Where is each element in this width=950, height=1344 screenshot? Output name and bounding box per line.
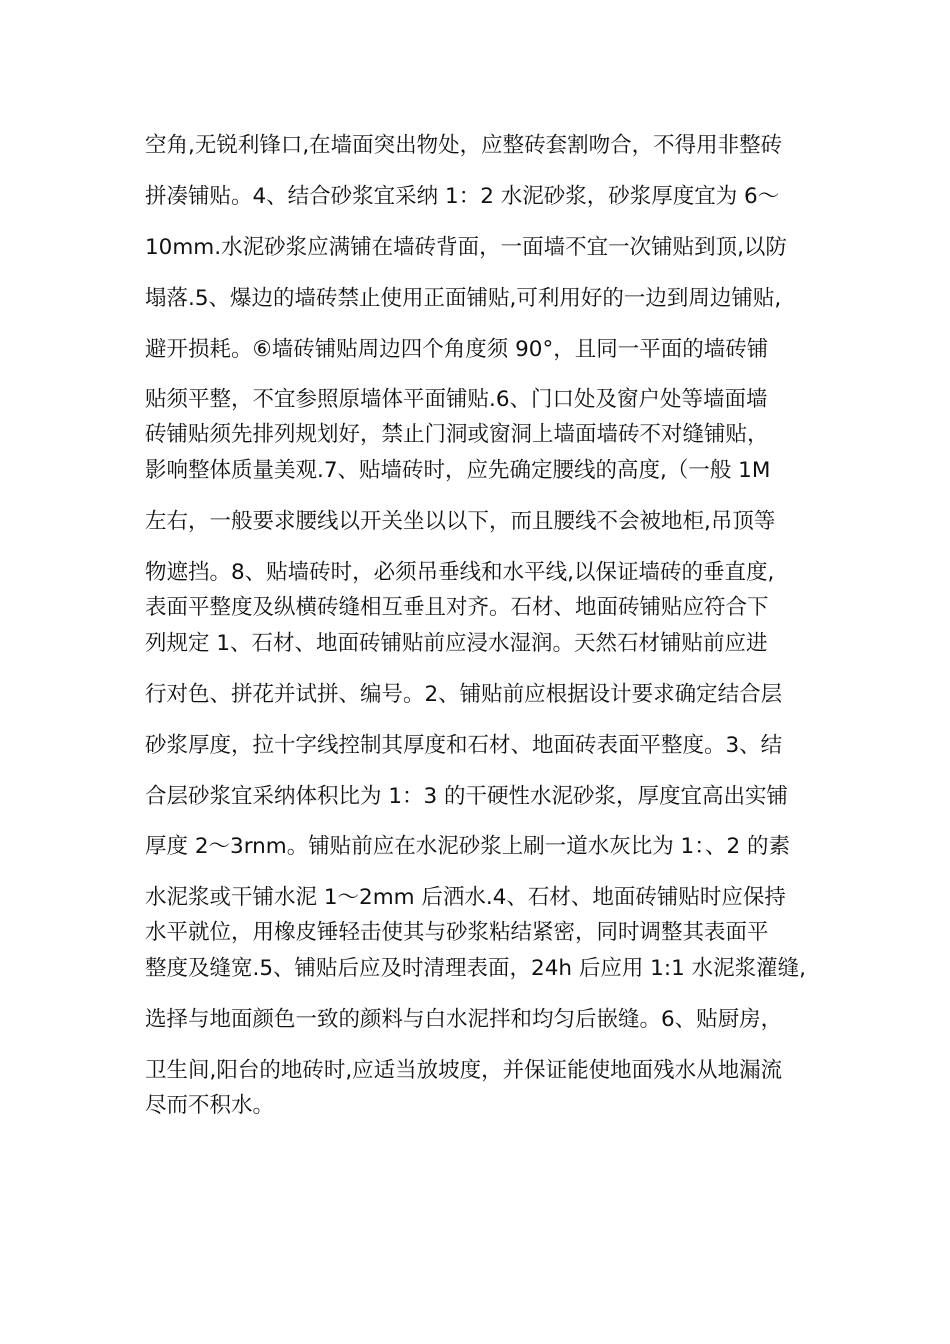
text-line: 塌落.5、爆边的墙砖禁止使用正面铺贴,可利用好的一边到周边铺贴, [145, 286, 782, 311]
text-line: 避开损耗。⑥墙砖铺贴周边四个角度须 90°，且同一平面的墙砖铺 [145, 337, 769, 362]
text-line: 物遮挡。8、贴墙砖时，必须吊垂线和水平线,以保证墙砖的垂直度, [145, 560, 775, 585]
text-line: 尽而不积水。 [145, 1093, 275, 1118]
text-line: 水平就位，用橡皮锤轻击使其与砂浆粘结紧密，同时调整其表面平 [145, 920, 769, 945]
text-line: 砖铺贴须先排列规划好，禁止门洞或窗洞上墙面墙砖不对缝铺贴， [145, 422, 769, 447]
text-line: 空角,无锐利锋口,在墙面突出物处，应整砖套割吻合，不得用非整砖 [145, 133, 783, 158]
text-line: 水泥浆或干铺水泥 1～2mm 后洒水.4、石材、地面砖铺贴时应保持 [145, 885, 786, 910]
text-line: 左右，一般要求腰线以开关坐以以下，而且腰线不会被地柜,吊顶等 [145, 509, 776, 534]
text-line: 卫生间,阳台的地砖时,应适当放坡度，并保证能使地面残水从地漏流 [145, 1058, 783, 1083]
text-line: 10mm.水泥砂浆应满铺在墙砖背面，一面墙不宜一次铺贴到顶,以防 [145, 235, 787, 260]
text-line: 拼凑铺贴。4、结合砂浆宜采纳 1：2 水泥砂浆，砂浆厚度宜为 6～ [145, 184, 780, 209]
text-line: 行对色、拼花并试拼、编号。2、铺贴前应根据设计要求确定结合层 [145, 682, 783, 707]
text-line: 整度及缝宽.5、铺贴后应及时清理表面，24h 后应用 1:1 水泥浆灌缝, [145, 956, 806, 981]
text-line: 厚度 2～3rnm。铺贴前应在水泥砂浆上刷一道水灰比为 1：、2 的素 [145, 834, 791, 859]
text-line: 砂浆厚度，拉十字线控制其厚度和石材、地面砖表面平整度。3、结 [145, 733, 783, 758]
text-line: 选择与地面颜色一致的颜料与白水泥拌和均匀后嵌缝。6、贴厨房， [145, 1007, 783, 1032]
text-line: 贴须平整，不宜参照原墙体平面铺贴.6、门口处及窗户处等墙面墙 [145, 387, 768, 412]
text-line: 表面平整度及纵横砖缝相互垂且对齐。石材、地面砖铺贴应符合下 [145, 595, 769, 620]
text-line: 合层砂浆宜采纳体积比为 1：3 的干硬性水泥砂浆，厚度宜高出实铺 [145, 784, 789, 809]
text-line: 列规定 1、石材、地面砖铺贴前应浸水湿润。天然石材铺贴前应进 [145, 631, 768, 656]
text-line: 影响整体质量美观.7、贴墙砖时，应先确定腰线的高度,（一般 1M [145, 458, 771, 483]
